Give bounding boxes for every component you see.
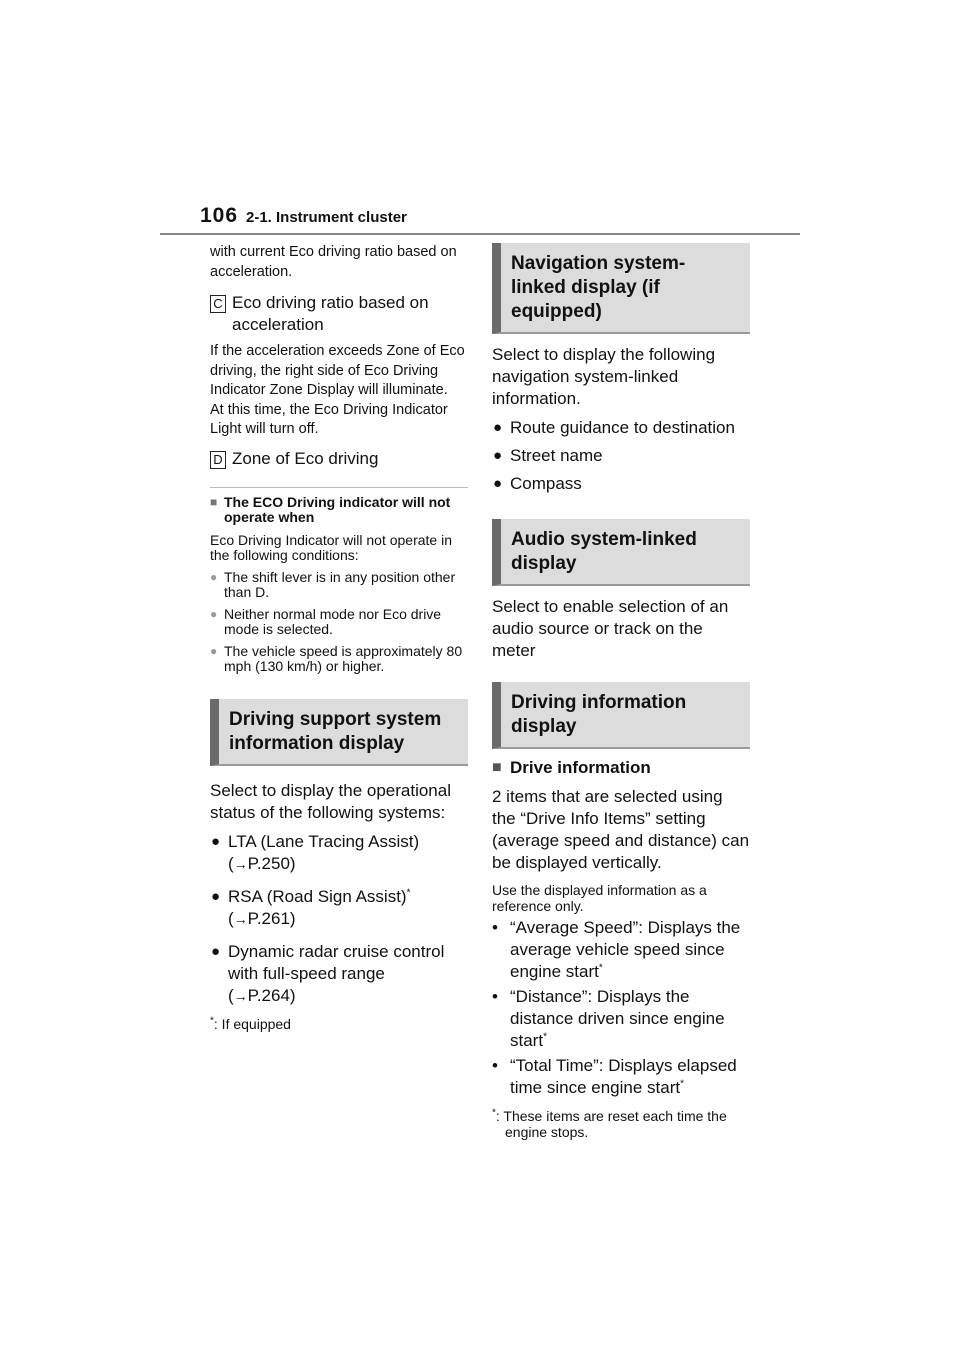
bullet-icon: ● (493, 475, 503, 492)
divider (210, 487, 468, 488)
bullet-icon: ● (211, 942, 221, 960)
driving-information-heading: Driving information display (492, 682, 750, 749)
drive-info-item: • “Total Time”: Displays elapsed time since engine start* (492, 1056, 737, 1097)
eco-indicator-subheading: ■ The ECO Driving indicator will not operate when (210, 493, 451, 525)
square-bullet-icon: ■ (210, 494, 218, 509)
page-reference-link[interactable]: P.250 (247, 853, 290, 873)
letter-d-box: D (210, 451, 226, 469)
bullet-icon: ● (493, 447, 503, 464)
section-title: 2-1. Instrument cluster (246, 209, 407, 226)
header-rule (160, 233, 800, 235)
arrow-icon: → (233, 910, 248, 927)
navigation-text: Select to display the following navigation system-linked information. (492, 345, 716, 408)
page-number: 106 (200, 204, 239, 227)
footnote: *: These items are reset each time the engine stops. (492, 1107, 727, 1140)
letter-c-box: C (210, 295, 226, 313)
page-reference-link[interactable]: P.261 (247, 908, 290, 928)
navigation-item: ● Route guidance to destination (493, 418, 735, 437)
condition-item: ● The shift lever is in any position other than D. (210, 568, 456, 600)
navigation-item: ● Compass (493, 474, 582, 493)
driving-support-heading: Driving support system information display (210, 699, 468, 766)
arrow-icon: → (233, 855, 248, 872)
circle-bullet-icon: ● (210, 643, 218, 658)
left-column (210, 243, 468, 1032)
eco-indicator-text: Eco Driving Indicator will not operate in the following conditions: (210, 531, 453, 563)
navigation-heading: Navigation system-linked display (if equipped) (492, 243, 750, 334)
condition-item: ● The vehicle speed is approximately 80 mph (130 km/h) or higher. (210, 642, 463, 674)
system-item: ● LTA (Lane Tracing Assist) (→P.250) (211, 831, 420, 873)
drive-information-subheading: ■ Drive information (492, 758, 651, 777)
drive-info-item: • “Distance”: Displays the distance driven since engine start* (492, 987, 725, 1050)
item-d (210, 448, 468, 470)
arrow-icon: → (233, 987, 248, 1004)
item-c-description: If the acceleration exceeds Zone of Eco driving, the right side of Eco Driving Indicator Zone Display will illuminate. (210, 343, 465, 398)
bullet-icon: ● (493, 419, 503, 436)
drive-information-text: 2 items that are selected using the “Drive Info Items” setting (average speed and distance) can be displayed vertically. (492, 787, 750, 872)
intro-text: with current Eco driving ratio based on acceleration. (210, 244, 457, 280)
item-c-title: Eco driving ratio based on acceleration (232, 293, 429, 334)
navigation-item: ● Street name (493, 446, 603, 465)
driving-support-text: Select to display the operational status of the following systems: (210, 780, 451, 822)
system-item: ● Dynamic radar cruise control with full-speed range (→P.264) (211, 941, 445, 1005)
item-c (210, 292, 468, 336)
bullet-icon: ● (211, 832, 221, 850)
right-column (492, 243, 750, 1140)
system-item: ● RSA (Road Sign Assist)* (→P.261) (211, 886, 411, 928)
square-bullet-icon: ■ (492, 759, 502, 776)
bullet-icon: ● (211, 887, 221, 905)
circle-bullet-icon: ● (210, 606, 218, 621)
audio-heading: Audio system-linked display (492, 519, 750, 586)
circle-bullet-icon: ● (210, 569, 218, 584)
audio-text: Select to enable selection of an audio source or track on the meter (492, 597, 729, 660)
footnote: *: If equipped (210, 1014, 291, 1032)
drive-information-note: Use the displayed information as a reference only. (492, 882, 707, 914)
condition-item: ● Neither normal mode nor Eco drive mode is selected. (210, 605, 442, 637)
drive-info-item: • “Average Speed”: Displays the average vehicle speed since engine start* (492, 918, 741, 981)
page-reference-link[interactable]: P.264 (247, 985, 290, 1005)
item-d-title: Zone of Eco driving (232, 448, 379, 468)
item-c-description-2: At this time, the Eco Driving Indicator Light will turn off. (210, 401, 448, 437)
